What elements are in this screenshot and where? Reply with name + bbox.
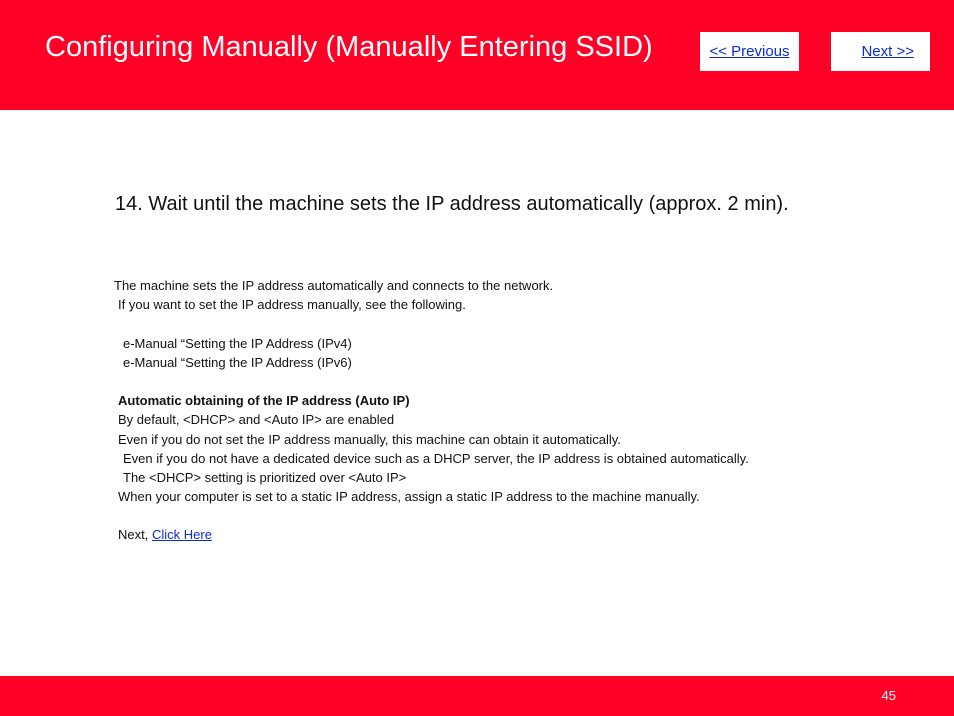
next-step-line (114, 525, 854, 544)
auto-ip-line-3: Even if you do not have a dedicated device such as a DHCP server, the IP address is obtained automatically. (123, 450, 749, 466)
spacer (114, 372, 854, 391)
click-here-link[interactable]: Click Here (151, 527, 212, 543)
step-heading: 14. Wait until the machine sets the IP address automatically (approx. 2 min). (115, 193, 789, 215)
intro-line-1: The machine sets the IP address automatically and connects to the network. (114, 278, 554, 293)
auto-ip-heading: Automatic obtaining of the IP address (Auto IP) (118, 393, 410, 409)
auto-ip-line-1: By default, <DHCP> and <Auto IP> are enabled (118, 412, 395, 428)
manual-ref-ipv4: e-Manual “Setting the IP Address (IPv4) (123, 335, 352, 351)
header-bar (0, 0, 954, 110)
next-link[interactable]: Next >> (861, 43, 914, 60)
footer-bar (0, 676, 954, 716)
auto-ip-line-5: When your computer is set to a static IP address, assign a static IP address to the machine manually. (118, 489, 700, 505)
page-number: 45 (881, 688, 896, 703)
spacer (114, 314, 854, 333)
intro-line-2: If you want to set the IP address manually, see the following. (118, 297, 466, 313)
next-step-prefix: Next, (118, 527, 152, 543)
auto-ip-line-4: The <DHCP> setting is prioritized over <Auto IP> (123, 469, 407, 485)
auto-ip-line-2: Even if you do not set the IP address manually, this machine can obtain it automatically. (118, 431, 621, 447)
page-title: Configuring Manually (Manually Entering SSID) (45, 31, 653, 63)
previous-button[interactable] (700, 32, 799, 71)
next-button[interactable] (831, 32, 930, 71)
spacer (114, 506, 854, 525)
step-body (114, 276, 854, 545)
manual-ref-ipv6: e-Manual “Setting the IP Address (IPv6) (123, 354, 352, 370)
previous-link[interactable]: << Previous (709, 43, 790, 60)
